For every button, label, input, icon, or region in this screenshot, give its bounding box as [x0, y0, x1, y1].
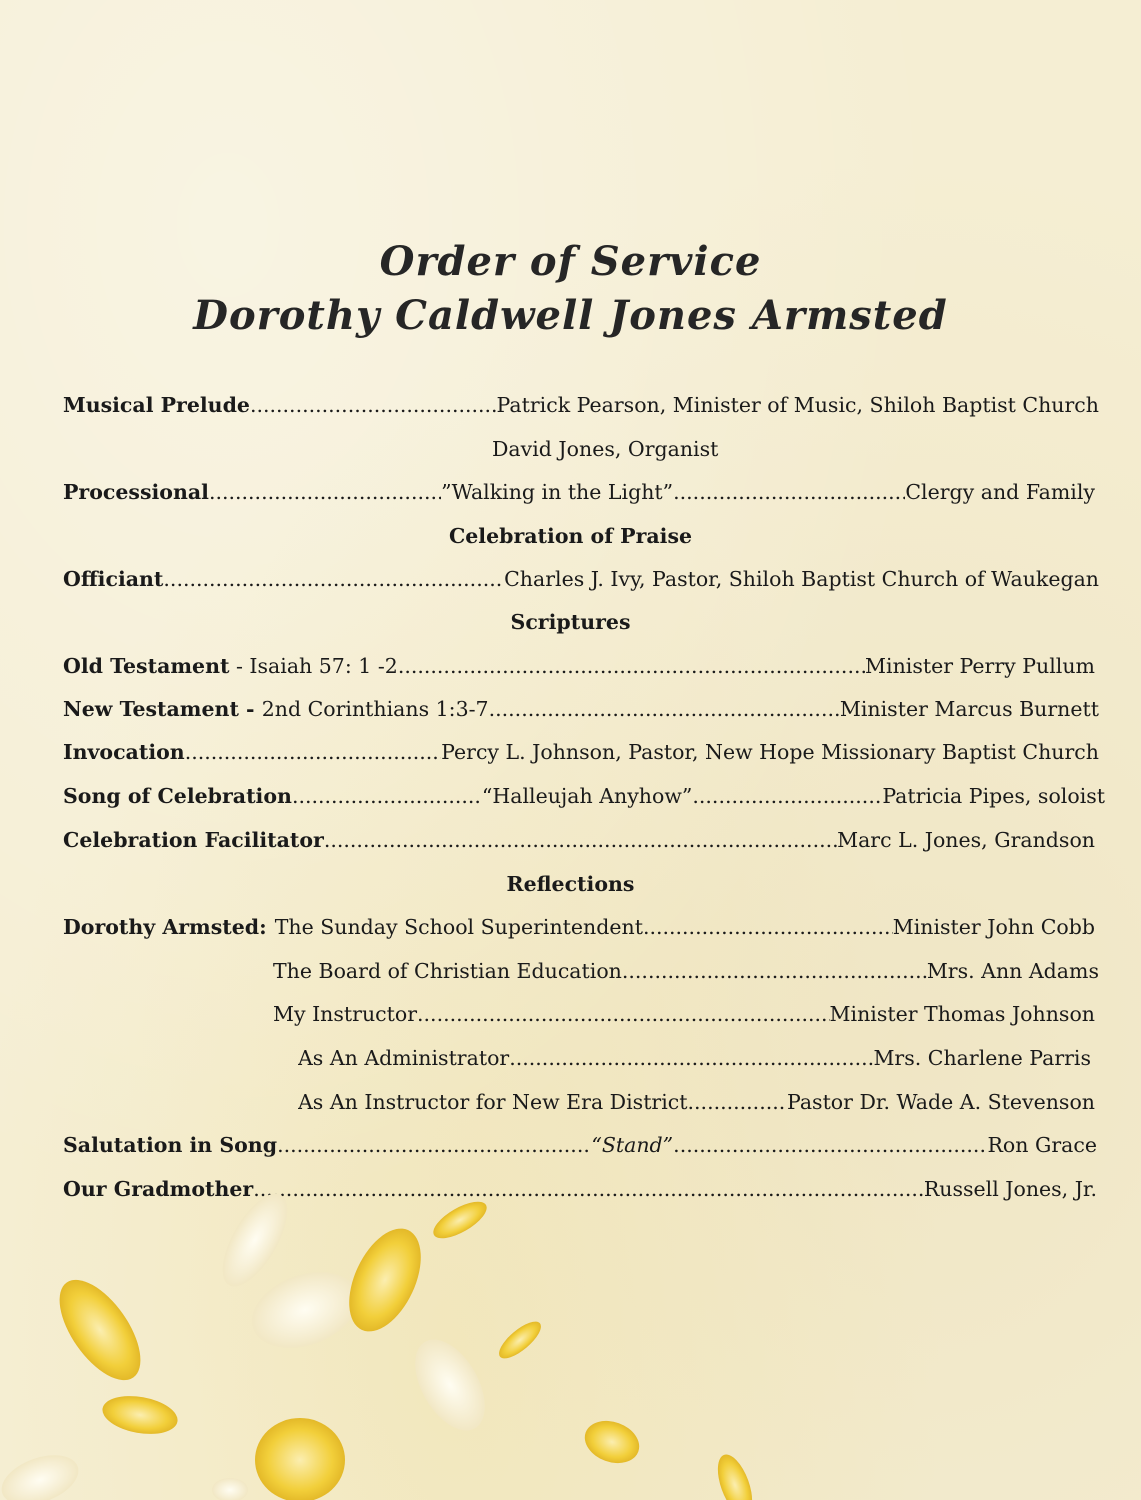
- item-label: Processional: [63, 480, 209, 504]
- leader-dots: [250, 390, 497, 420]
- petal: [255, 1418, 345, 1500]
- reflection-item: [298, 1087, 1095, 1117]
- reflection-role: As An Instructor for New Era District: [298, 1090, 688, 1114]
- reflection-name: Minister John Cobb: [892, 915, 1095, 939]
- leader-dots: [509, 1043, 873, 1073]
- leader-dots: [324, 825, 837, 855]
- section-heading-reflections: Reflections: [506, 872, 635, 896]
- item-label: Invocation: [63, 740, 185, 764]
- item-value: Patrick Pearson, Minister of Music, Shiloh Baptist Church: [496, 393, 1099, 417]
- item-reference: 2nd Corinthians 1:3-7: [261, 697, 489, 721]
- petal: [335, 1217, 436, 1342]
- petal: [241, 1258, 368, 1361]
- item-value: Percy L. Johnson, Pastor, New Hope Missionary Baptist Church: [441, 740, 1099, 764]
- petal: [494, 1316, 547, 1365]
- reflection-role: As An Administrator: [298, 1046, 510, 1070]
- rose-petals-decoration: [0, 1180, 1141, 1500]
- petal: [401, 1328, 499, 1443]
- item-value: Russell Jones, Jr.: [923, 1177, 1097, 1201]
- reflection-item: [63, 912, 1095, 942]
- item-value: Ron Grace: [987, 1133, 1097, 1157]
- reflection-item: [273, 956, 1099, 986]
- item-label: Celebration Facilitator: [63, 828, 324, 852]
- item-label: Old Testament: [63, 654, 230, 678]
- section-heading-celebration: Celebration of Praise: [448, 524, 693, 548]
- leader-dots: [398, 651, 865, 681]
- leader-dots: [673, 477, 905, 507]
- leader-dots: [417, 999, 830, 1029]
- leader-dots: [643, 912, 893, 942]
- leader-dots: [688, 1087, 787, 1117]
- program-item-prelude: [63, 390, 1099, 420]
- honoree-name: Dorothy Caldwell Jones Armsted: [193, 292, 948, 339]
- leader-dots: [489, 694, 840, 724]
- item-value: Patricia Pipes, soloist: [882, 784, 1105, 808]
- petal: [579, 1414, 645, 1471]
- program-item-processional: [63, 477, 1095, 507]
- item-value: Minister Marcus Burnett: [839, 697, 1099, 721]
- petal: [212, 1478, 248, 1500]
- leader-dots: [622, 956, 927, 986]
- section-heading-scriptures: Scriptures: [510, 610, 631, 634]
- reflection-name: Minister Thomas Johnson: [829, 1002, 1095, 1026]
- leader-dots: [163, 564, 504, 594]
- item-label: Song of Celebration: [63, 784, 292, 808]
- reflection-item: [273, 999, 1095, 1029]
- item-label: Officiant: [63, 567, 164, 591]
- leader-dots: [673, 1130, 987, 1160]
- leader-dots: [209, 477, 441, 507]
- petal: [44, 1266, 156, 1393]
- program-item-old-testament: [63, 651, 1095, 681]
- item-song: “Halleujah Anyhow”: [481, 784, 693, 808]
- page-title: Order of Service: [379, 238, 762, 285]
- leader-dots: [185, 737, 441, 767]
- item-value: Charles J. Ivy, Pastor, Shiloh Baptist Church of Waukegan: [504, 567, 1099, 591]
- item-value: Marc L. Jones, Grandson: [837, 828, 1095, 852]
- reflection-name: Mrs. Charlene Parris: [873, 1046, 1091, 1070]
- item-label: Our Gradmother: [63, 1177, 254, 1201]
- item-value: Clergy and Family: [905, 480, 1095, 504]
- item-reference: - Isaiah 57: 1 -2: [229, 654, 398, 678]
- reflection-name: Mrs. Ann Adams: [926, 959, 1099, 983]
- item-song: ”Walking in the Light”: [441, 480, 674, 504]
- program-item-song-celebration: [63, 781, 1105, 811]
- leader-dots: [277, 1130, 591, 1160]
- program-item-salutation: [63, 1130, 1097, 1160]
- reflection-role: The Sunday School Superintendent: [274, 915, 643, 939]
- item-label: New Testament -: [63, 697, 262, 721]
- item-song: “Stand”: [591, 1133, 674, 1157]
- petal: [0, 1446, 85, 1500]
- reflection-role: The Board of Christian Education: [273, 959, 622, 983]
- item-label: Salutation in Song: [63, 1133, 278, 1157]
- item-value: Minister Perry Pullum: [865, 654, 1095, 678]
- reflection-item: [298, 1043, 1091, 1073]
- petal: [99, 1391, 180, 1440]
- program-item-officiant: [63, 564, 1099, 594]
- reflections-label: Dorothy Armsted:: [63, 915, 267, 939]
- reflection-role: My Instructor: [273, 1002, 418, 1026]
- program-item-facilitator: [63, 825, 1095, 855]
- leader-dots: [692, 781, 882, 811]
- petal: [210, 1184, 300, 1296]
- program-item-organist: David Jones, Organist: [492, 437, 719, 461]
- item-label: Musical Prelude: [63, 393, 250, 417]
- petal: [711, 1450, 759, 1500]
- petal: [428, 1195, 492, 1246]
- reflection-name: Pastor Dr. Wade A. Stevenson: [786, 1090, 1095, 1114]
- program-item-new-testament: [63, 694, 1099, 724]
- leader-dots: [292, 781, 482, 811]
- program-item-invocation: [63, 737, 1099, 767]
